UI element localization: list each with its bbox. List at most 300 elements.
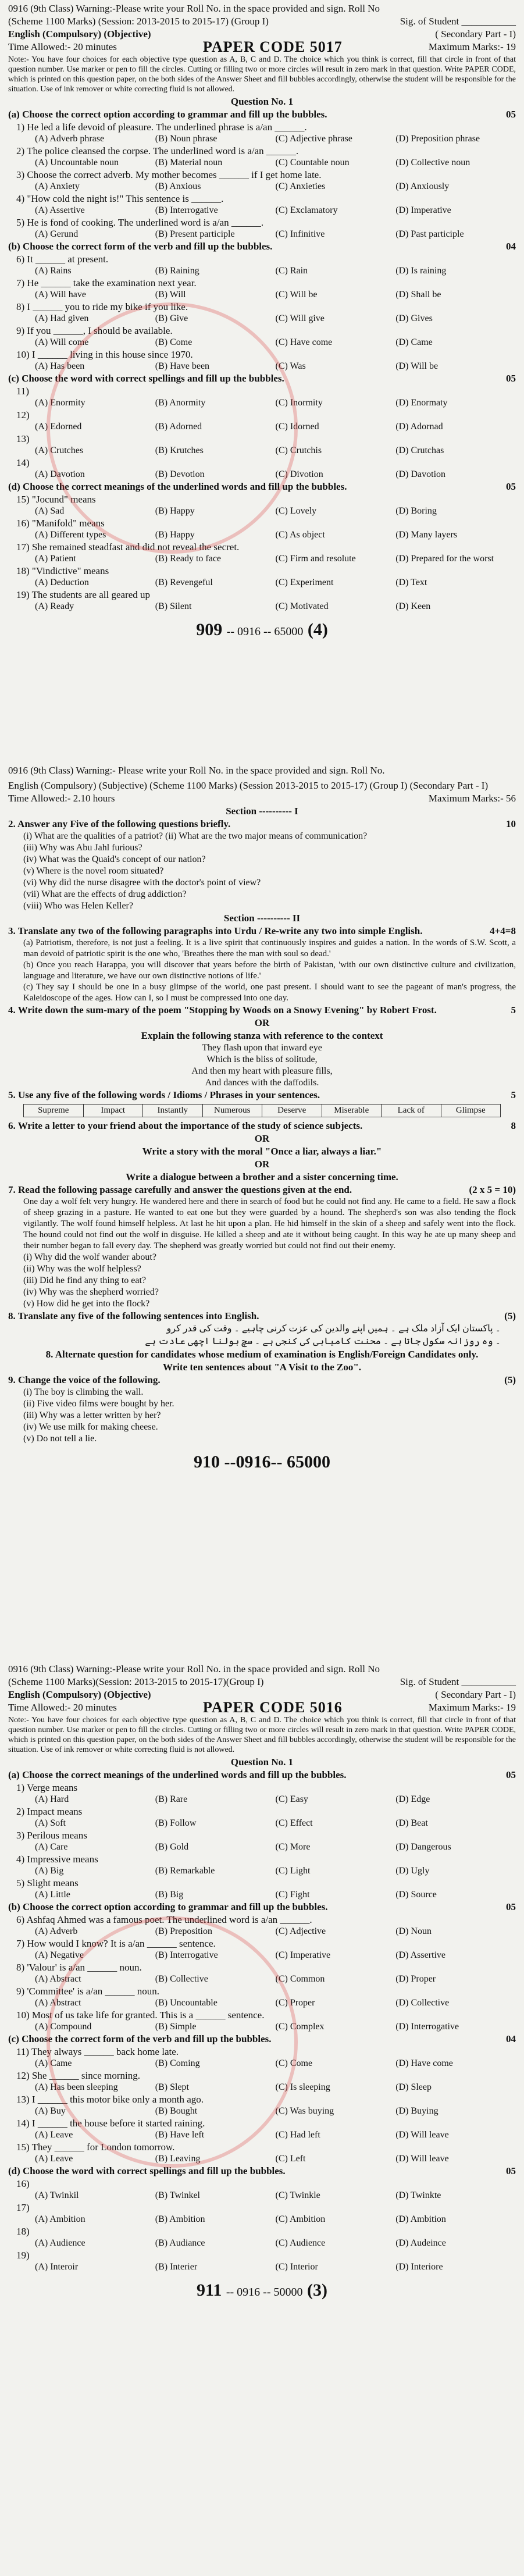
- question-text: 3) Choose the correct adverb. My mother becomes ______ if I get home late.: [16, 169, 322, 180]
- option-row: [0, 2190, 524, 2201]
- section-title: (c) Choose the word with correct spellings and fill up the bubbles.: [8, 373, 284, 384]
- scheme-row: [0, 15, 524, 28]
- question-text: 15) They ______ for London tomorrow.: [16, 2142, 175, 2153]
- option: (A) Abstract: [35, 1998, 81, 2008]
- q9-item: (v) Do not tell a lie.: [23, 1434, 97, 1444]
- question-text: 17): [16, 2202, 30, 2213]
- q2-item: (vii) What are the effects of drug addiction?: [23, 889, 187, 899]
- option: (C) Firm and resolute: [275, 554, 356, 564]
- urdu-sentences-2: ۔ وہ روزانہ سکول جاتا ہے ۔ محنت کامیابی کی کنجی ہے ۔ سچ بولنا اچھی عادت ہے: [145, 1337, 501, 1346]
- page-header: 0916 (9th Class) Warning:-Please write your Roll No. in the space provided and sign. Roll No: [8, 3, 380, 14]
- option: (C) Was buying: [275, 2106, 334, 2116]
- option-row: [0, 289, 524, 301]
- option-row: [0, 2021, 524, 2033]
- option: (D) Sleep: [395, 2082, 432, 2092]
- option: (A) Leave: [35, 2130, 73, 2140]
- paper-page-objective-5016: [0, 1661, 524, 2576]
- section-title-row: [0, 1901, 524, 1914]
- option: (C) Complex: [275, 2022, 325, 2032]
- section-marks: 05: [506, 2165, 516, 2176]
- option: (C) Left: [275, 2154, 306, 2164]
- code-row: [0, 1701, 524, 1714]
- q6-or-2: OR: [254, 1159, 270, 1170]
- option-row: [0, 1889, 524, 1901]
- option-row: [0, 2129, 524, 2141]
- option: (A) Has been sleeping: [35, 2082, 118, 2092]
- option: (C) Lovely: [275, 506, 317, 516]
- option: (C) Idorned: [275, 422, 319, 432]
- time-allowed: Time Allowed:- 2.10 hours: [8, 793, 115, 804]
- q7-marks: (2 x 5 = 10): [469, 1184, 516, 1195]
- part-text: ( Secondary Part - I): [435, 1689, 516, 1700]
- subject-text: English (Compulsory) (Objective): [8, 28, 151, 40]
- option: (B) Present participle: [155, 229, 235, 239]
- option: (C) Fight: [275, 1890, 310, 1900]
- max-marks: Maximum Marks:- 56: [428, 793, 516, 804]
- option-row: [0, 181, 524, 193]
- q3-title: 3. Translate any two of the following paragraphs into Urdu / Re-write any two into simple English.: [8, 925, 423, 936]
- option: (B) Adorned: [155, 422, 202, 432]
- question-text: 2) The police cleansed the corpse. The underlined word is a/an ______.: [16, 145, 299, 156]
- option: (A) Buy: [35, 2106, 66, 2116]
- q5-marks: 5: [511, 1089, 516, 1100]
- option-row: [0, 1997, 524, 2009]
- option: (B) Coming: [155, 2058, 200, 2068]
- question-text: 1) Verge means: [16, 1782, 78, 1793]
- q4-or: OR: [254, 1017, 270, 1028]
- subject-text: English (Compulsory) (Objective): [8, 1689, 151, 1700]
- question-text: 14): [16, 457, 30, 468]
- option: (B) Noun phrase: [155, 134, 218, 144]
- footer-number: 911: [197, 2281, 222, 2300]
- part-text: ( Secondary Part - I): [435, 28, 516, 40]
- section-marks: 05: [506, 1901, 516, 1912]
- option: (A) Compound: [35, 2022, 92, 2032]
- option: (B) Devotion: [155, 469, 205, 479]
- option: (B) Audiance: [155, 2238, 205, 2248]
- option: (A) Care: [35, 1842, 68, 1852]
- max-marks: Maximum Marks:- 19: [428, 41, 516, 52]
- time-allowed: Time Allowed:- 20 minutes: [8, 41, 117, 52]
- q7-question: (iii) Did he find any thing to eat?: [23, 1275, 147, 1285]
- page-header: 0916 (9th Class) Warning:-Please write your Roll No. in the space provided and sign. Roll No: [8, 1663, 380, 1674]
- option: (B) Bought: [155, 2106, 198, 2116]
- q3-paragraph: (a) Patriotism, therefore, is not just a feeling. It is a live spirit that continuously inspires and guides a nation. In the words of S.W. Scott, a man devoid of patriotic spirit is the one who, 'Breathes there the man with soul so dead.': [23, 938, 516, 959]
- section-title: (c) Choose the correct form of the verb and fill up the bubbles.: [8, 2033, 272, 2044]
- option: (D) Collective: [395, 1998, 450, 2008]
- option-row: [0, 505, 524, 517]
- option: (B) Come: [155, 337, 193, 347]
- question-sections: [0, 108, 524, 612]
- option: (B) Have left: [155, 2130, 205, 2140]
- option: (D) Shall be: [395, 290, 441, 300]
- word-cell: Lack of: [382, 1104, 441, 1117]
- option: (A) Came: [35, 2058, 72, 2068]
- option: (A) Davotion: [35, 469, 85, 479]
- option: (C) Audience: [275, 2238, 326, 2248]
- option: (B) Interrogative: [155, 1950, 218, 1960]
- q7-questions: [0, 1252, 524, 1310]
- option: (B) Preposition: [155, 1926, 212, 1936]
- q2-item: (i) What are the qualities of a patriot? (ii) What are the two major means of communication?: [23, 831, 368, 841]
- signature-field: Sig. of Student ___________: [400, 1676, 516, 1687]
- question-text: 9) If you ______, I should be available.: [16, 325, 173, 336]
- option-row: [0, 1818, 524, 1829]
- option-row: [0, 2058, 524, 2069]
- option: (C) More: [275, 1842, 311, 1852]
- q6-alt-1: Write a story with the moral "Once a liar, always a liar.": [142, 1146, 382, 1157]
- option: (C) Easy: [275, 1794, 308, 1804]
- option: (A) Leave: [35, 2154, 73, 2164]
- option-row: [0, 337, 524, 348]
- option: (C) Imperative: [275, 1950, 331, 1960]
- option: (D) Adornad: [395, 422, 443, 432]
- option: (D) Interrogative: [395, 2022, 459, 2032]
- option: (B) Follow: [155, 1818, 197, 1828]
- question-text: 15) "Jocund" means: [16, 494, 96, 505]
- option: (C) Had left: [275, 2130, 320, 2140]
- question-text: 16) "Manifold" means: [16, 518, 105, 529]
- option: (B) Rare: [155, 1794, 188, 1804]
- option: (C) Anxieties: [275, 181, 326, 191]
- q6-alt-2: Write a dialogue between a brother and a sister concerning time.: [126, 1171, 398, 1182]
- q9-item: (ii) Five video films were bought by her.: [23, 1399, 174, 1409]
- option-row: [0, 1841, 524, 1853]
- section-title: (d) Choose the correct meanings of the underlined words and fill up the bubbles.: [8, 481, 347, 492]
- option: (D) Boring: [395, 506, 437, 516]
- option: (D) Beat: [395, 1818, 428, 1828]
- option: (A) Adverb: [35, 1926, 78, 1936]
- section-title-row: [0, 480, 524, 493]
- option: (C) Divotion: [275, 469, 323, 479]
- option: (B) Give: [155, 313, 188, 323]
- q2-marks: 10: [506, 818, 516, 829]
- question-title: Question No. 1: [230, 96, 294, 107]
- paper-code: PAPER CODE 5017: [202, 38, 343, 55]
- section-title-row: [0, 2033, 524, 2046]
- question-text: 17) She remained steadfast and did not reveal the secret.: [16, 541, 240, 553]
- footer-count: (4): [307, 620, 328, 639]
- section-marks: 05: [506, 109, 516, 120]
- option: (A) Uncountable noun: [35, 158, 119, 168]
- option-row: [0, 265, 524, 277]
- q5-title: 5. Use any five of the following words / Idioms / Phrases in your sentences.: [8, 1089, 320, 1100]
- option-row: [0, 229, 524, 240]
- question-text: 19): [16, 2250, 30, 2261]
- poem-line: They flash upon that inward eye: [202, 1043, 322, 1053]
- q7-question: (iv) Why was the shepherd worried?: [23, 1287, 159, 1297]
- poem-line: And dances with the daffodils.: [205, 1078, 319, 1088]
- question-text: 8) I ______ you to ride my bike if you like.: [16, 301, 188, 312]
- option: (C) Effect: [275, 1818, 313, 1828]
- subject-line: English (Compulsory) (Subjective) (Scheme 1100 Marks) (Session 2013-2015 to 2015-17) (Group I) (Secondary Part - I): [8, 780, 489, 791]
- option-row: [0, 1950, 524, 1961]
- word-cell: Miserable: [322, 1104, 382, 1117]
- option: (A) Assertive: [35, 205, 85, 215]
- instructions-note: Note:- You have four choices for each objective type question as A, B, C and D. The choice which you think is correct, fill that circle in front of that question number. Use marker or pen to fill the circles. Cutting or filling two or more circles will result in zero mark in that question. Write PAPER CODE, which is printed on this question paper, on the both sides of the Answer Sheet and fill bubbles accordingly, otherwise the student will be responsible for the situation. Use of ink remover or white correcting fluid is not allowed.: [8, 1716, 516, 1754]
- option: (D) Enormaty: [395, 398, 448, 408]
- q2-item: (viii) Who was Helen Keller?: [23, 901, 133, 911]
- scheme-text: (Scheme 1100 Marks) (Session: 2013-2015 to 2015-17) (Group I): [8, 16, 269, 27]
- q4-marks: 5: [511, 1004, 516, 1016]
- q2-list: [0, 831, 524, 912]
- option-row: [0, 1794, 524, 1805]
- option: (B) Raining: [155, 266, 199, 276]
- option: (A) Hard: [35, 1794, 69, 1804]
- time-allowed: Time Allowed:- 20 minutes: [8, 1702, 117, 1713]
- section-marks: 04: [506, 2033, 516, 2044]
- question-text: 18) "Vindictive" means: [16, 565, 109, 576]
- section-title-row: [0, 240, 524, 253]
- question-text: 16): [16, 2178, 30, 2189]
- option-row: [0, 313, 524, 325]
- q7-question: (ii) Why was the wolf helpless?: [23, 1264, 141, 1274]
- option: (D) Interiore: [395, 2262, 443, 2272]
- option: (D) Past participle: [395, 229, 464, 239]
- q3-paragraphs: [0, 938, 524, 1004]
- max-marks: Maximum Marks:- 19: [428, 1702, 516, 1713]
- question-sections: [0, 1769, 524, 2273]
- option-row: [0, 577, 524, 589]
- option: (D) Text: [395, 578, 427, 587]
- option-row: [0, 529, 524, 541]
- option: (B) Twinkel: [155, 2190, 200, 2200]
- urdu-sentences-1: ۔ پاکستان ایک آزاد ملک ہے ۔ ہمیں اپنے والدین کی عزت کرنی چاہیے ۔ وقت کی قدر کرو: [166, 1324, 501, 1334]
- question-text: 8) 'Valour' is a/an ______ noun.: [16, 1962, 142, 1973]
- q2-item: (v) Where is the novel room situated?: [23, 866, 164, 876]
- option: (B) Gold: [155, 1842, 189, 1852]
- option: (D) Collective noun: [395, 158, 470, 168]
- word-cell: Numerous: [203, 1104, 263, 1117]
- section-title-row: [0, 108, 524, 121]
- option: (A) Will have: [35, 290, 86, 300]
- option: (C) Have come: [275, 337, 333, 347]
- option: (B) Remarkable: [155, 1866, 215, 1876]
- option: (D) Prepared for the worst: [395, 554, 494, 564]
- option: (A) Deduction: [35, 578, 89, 587]
- footer-number: 909: [196, 620, 223, 639]
- option: (A) Abstract: [35, 1974, 81, 1984]
- paper-code: PAPER CODE 5016: [202, 1699, 343, 1716]
- option: (B) Anormity: [155, 398, 206, 408]
- option: (B) Happy: [155, 506, 195, 516]
- section-title-row: [0, 372, 524, 385]
- option: (C) Proper: [275, 1998, 315, 2008]
- option: (A) Crutches: [35, 446, 84, 455]
- question-text: 6) It ______ at present.: [16, 254, 109, 265]
- option-row: [0, 361, 524, 372]
- option-row: [0, 1973, 524, 1985]
- option: (A) Gerund: [35, 229, 79, 239]
- option: (C) Was: [275, 361, 306, 371]
- q3-marks: 4+4=8: [490, 925, 516, 936]
- option-row: [0, 133, 524, 145]
- question-text: 10) Most of us take life for granted. This is a ______ sentence.: [16, 2010, 265, 2021]
- option: (A) Little: [35, 1890, 70, 1900]
- option-row: [0, 205, 524, 216]
- q3-paragraph: (b) Once you reach Harappa, you will discover that years before the birth of Pakistan, 'with our own distinctive culture and civilization, language and literature, we have our own distinctive notions of life.': [23, 960, 516, 981]
- option: (A) Sad: [35, 506, 65, 516]
- option-row: [0, 2082, 524, 2093]
- option: (D) Will be: [395, 361, 439, 371]
- option: (D) Anxiously: [395, 181, 450, 191]
- option: (C) Ambition: [275, 2214, 326, 2224]
- option: (D) Noun: [395, 1926, 432, 1936]
- option: (B) Uncountable: [155, 1998, 218, 2008]
- q9-title-row: [0, 1374, 524, 1387]
- q2-item: (vi) Why did the nurse disagree with the doctor's point of view?: [23, 878, 261, 888]
- question-text: 11) They always ______ back home late.: [16, 2046, 179, 2057]
- option: (A) Audience: [35, 2238, 85, 2248]
- option: (B) Anxious: [155, 181, 201, 191]
- question-text: 18): [16, 2226, 30, 2237]
- option: (B) Interier: [155, 2262, 198, 2272]
- question-text: 7) How would I know? It is a/an ______ sentence.: [16, 1938, 216, 1949]
- option: (B) Material noun: [155, 158, 223, 168]
- option: (B) Leaving: [155, 2154, 201, 2164]
- section-marks: 05: [506, 481, 516, 492]
- option: (A) Enormity: [35, 398, 85, 408]
- option: (A) Will come: [35, 337, 89, 347]
- option: (C) Inormity: [275, 398, 323, 408]
- option: (C) Will be: [275, 290, 318, 300]
- option: (B) Ambition: [155, 2214, 205, 2224]
- option: (D) Will leave: [395, 2130, 449, 2140]
- section-title: (a) Choose the correct option according to grammar and fill up the bubbles.: [8, 109, 327, 120]
- section-title: (b) Choose the correct option according to grammar and fill up the bubbles.: [8, 1901, 328, 1912]
- option: (A) Had given: [35, 313, 89, 323]
- option-row: [0, 1926, 524, 1937]
- option: (D) Will leave: [395, 2154, 449, 2164]
- q9-item: (i) The boy is climbing the wall.: [23, 1387, 144, 1397]
- option: (D) Came: [395, 337, 433, 347]
- question-text: 11): [16, 386, 30, 397]
- question-text: 12): [16, 409, 30, 421]
- q8-note: 8. Alternate question for candidates whose medium of examination is English/Foreign Candidates only.: [45, 1349, 479, 1360]
- option-row: [0, 2153, 524, 2165]
- option: (A) Edorned: [35, 422, 82, 432]
- q4-title: 4. Write down the sum-mary of the poem "Stopping by Woods on a Snowy Evening" by Robert Frost.: [8, 1004, 437, 1016]
- paper-page-objective-5017: [0, 0, 524, 762]
- q4-title-row: [0, 1004, 524, 1017]
- option-row: [0, 469, 524, 480]
- option: (C) Adjective phrase: [275, 134, 352, 144]
- word-cell: Instantly: [143, 1104, 203, 1117]
- q8-title: 8. Translate any five of the following sentences into English.: [8, 1310, 259, 1321]
- option: (B) Simple: [155, 2022, 197, 2032]
- q5-title-row: [0, 1089, 524, 1102]
- poem-stanza: [0, 1042, 524, 1089]
- option: (D) Have come: [395, 2058, 453, 2068]
- option: (C) Common: [275, 1974, 325, 1984]
- q2-title-row: [0, 818, 524, 831]
- section-title: (d) Choose the word with correct spellings and fill up the bubbles.: [8, 2165, 286, 2176]
- option: (A) Twinkil: [35, 2190, 79, 2200]
- question-text: 1) He led a life devoid of pleasure. The underlined phrase is a/an ______.: [16, 122, 307, 133]
- q9-title: 9. Change the voice of the following.: [8, 1374, 161, 1385]
- option: (D) Source: [395, 1890, 437, 1900]
- question-text: 9) 'Committee' is a/an ______ noun.: [16, 1986, 159, 1997]
- time-row: [0, 792, 524, 805]
- option-row: [0, 157, 524, 169]
- option-row: [0, 445, 524, 457]
- option: (B) Interrogative: [155, 205, 218, 215]
- footer-code: -- 0916 -- 50000: [226, 2286, 303, 2299]
- option: (A) Negative: [35, 1950, 84, 1960]
- option: (C) Light: [275, 1866, 311, 1876]
- option: (B) Happy: [155, 530, 195, 540]
- q6-title: 6. Write a letter to your friend about the importance of the study of science subjects.: [8, 1120, 363, 1131]
- option: (D) Many layers: [395, 530, 457, 540]
- question-text: 3) Perilous means: [16, 1830, 87, 1841]
- option-row: [0, 2237, 524, 2249]
- question-text: 5) He is fond of cooking. The underlined word is a/an ______.: [16, 217, 264, 228]
- q3-title-row: [0, 925, 524, 938]
- q9-list: [0, 1387, 524, 1445]
- option-row: [0, 2261, 524, 2273]
- option: (C) Come: [275, 2058, 313, 2068]
- question-text: 13): [16, 433, 30, 444]
- question-text: 6) Ashfaq Ahmed was a famous poet. The underlined word is a/an ______.: [16, 1914, 312, 1925]
- option: (A) Interoir: [35, 2262, 79, 2272]
- word-cell: Deserve: [262, 1104, 322, 1117]
- word-table: [23, 1104, 501, 1117]
- option: (C) Infinitive: [275, 229, 325, 239]
- page-footer: [0, 617, 524, 644]
- page-footer: 910 --0916-- 65000: [194, 1452, 330, 1472]
- option: (C) Will give: [275, 313, 325, 323]
- word-cell: Supreme: [24, 1104, 84, 1117]
- q9-item: (iv) We use milk for making cheese.: [23, 1422, 158, 1432]
- option: (D) Edge: [395, 1794, 430, 1804]
- q3-paragraph: (c) They say I should be one in a busy glimpse of the world, one past present. I should want to see the pageant of man's progress, the Kaleidoscope of the ages. How can I, so I must be compressed into one day.: [23, 982, 516, 1003]
- option: (C) Adjective: [275, 1926, 326, 1936]
- option: (D) Audeince: [395, 2238, 446, 2248]
- section-1-title: Section ---------- I: [226, 806, 298, 817]
- option: (B) Revengeful: [155, 578, 213, 587]
- q2-item: (iii) Why was Abu Jahl furious?: [23, 843, 142, 853]
- question-text: 10) I ______ living in this house since 1970.: [16, 349, 193, 360]
- page-footer: [0, 2278, 524, 2305]
- option: (A) Patient: [35, 554, 76, 564]
- q7-passage: One day a wolf felt very hungry. He wandered here and there in search of food but he could not find any. He came to a field. He saw a flock of sheep grazing in a pasture. He wanted to eat one but they were guarded by a hound. The shepherd's son was also tending the flock vigilantly. The wolf found himself helpless. At last he hit upon a plan. He hid himself in the skin of a sheep and safely went into the flock. The hound could not find out the wolf in disguise. He killed a sheep and ate it without being caught. In this way he ate up many sheep and their number began to fall every day. The shepherd was greatly worried but could not find out their enemy.: [23, 1197, 516, 1250]
- question-title: Question No. 1: [230, 1756, 294, 1768]
- option: (B) Big: [155, 1890, 184, 1900]
- option: (A) Ambition: [35, 2214, 85, 2224]
- section-title: (b) Choose the correct form of the verb and fill up the bubbles.: [8, 241, 273, 252]
- option-row: [0, 421, 524, 433]
- option: (A) Has been: [35, 361, 85, 371]
- word-cell: Impact: [84, 1104, 144, 1117]
- q6-or-1: OR: [254, 1133, 270, 1144]
- question-text: 13) I ______ this motor bike only a month ago.: [16, 2094, 204, 2105]
- q7-title-row: [0, 1184, 524, 1196]
- option: (D) Twinkte: [395, 2190, 441, 2200]
- option-row: [0, 553, 524, 565]
- option: (A) Big: [35, 1866, 64, 1876]
- option: (C) Interior: [275, 2262, 318, 2272]
- option: (C) As object: [275, 530, 325, 540]
- section-marks: 05: [506, 1769, 516, 1780]
- instructions-note: Note:- You have four choices for each objective type question as A, B, C and D. The choice which you think is correct, fill that circle in front of that question number. Use marker or pen to fill the circles. Cutting or filling two or more circles will result in zero mark in that question. Write PAPER CODE, which is printed on this question paper, on the both sides of the Answer Sheet and fill bubbles accordingly, otherwise the student will be responsible for the situation. Use of ink remover or white correcting fluid is not allowed.: [8, 55, 516, 94]
- option: (C) Crutchis: [275, 446, 322, 455]
- option: (A) Adverb phrase: [35, 134, 105, 144]
- option: (A) Different types: [35, 530, 106, 540]
- section-title-row: [0, 1769, 524, 1782]
- question-text: 4) "How cold the night is!" This sentence is ______.: [16, 193, 224, 204]
- option: (D) Ambition: [395, 2214, 446, 2224]
- question-text: 19) The students are all geared up: [16, 589, 151, 600]
